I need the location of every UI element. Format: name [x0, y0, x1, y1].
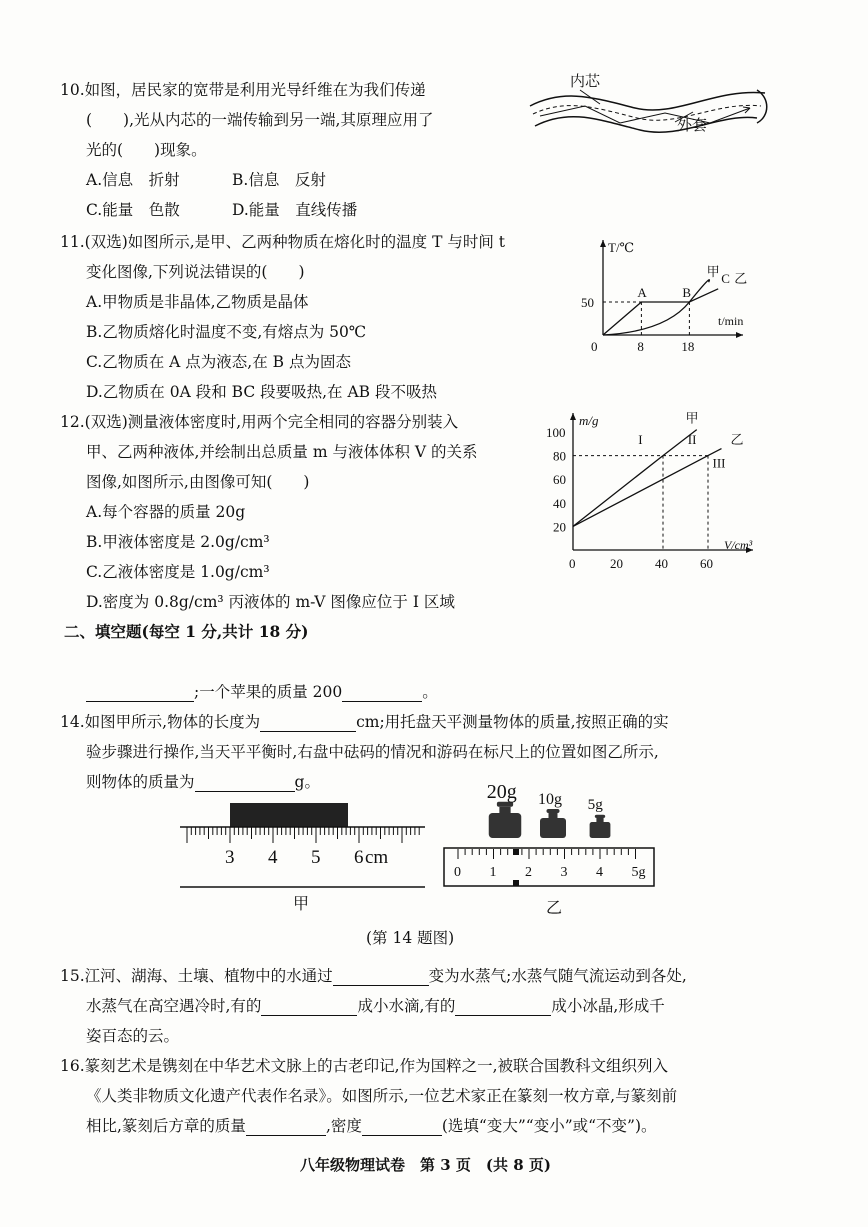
x-axis-label: t/min: [718, 314, 744, 328]
q15-line1-text-a: 15.江河、湖海、土壤、植物中的水通过: [60, 967, 333, 985]
scale-number: 2: [525, 865, 532, 880]
q10-line3: 光的( )现象。: [86, 141, 207, 159]
q10-line2: ( ),光从内芯的一端传输到另一端,其原理应用了: [86, 111, 434, 129]
measured-object: [230, 803, 348, 827]
y-tick-label: 20: [553, 519, 566, 535]
point-label: C: [721, 270, 730, 286]
x-tick-label: 40: [655, 556, 668, 571]
q12-line2: 甲、乙两种液体,并绘制出总质量 m 与液体体积 V 的关系: [86, 443, 478, 461]
mass-volume-chart: [538, 405, 768, 580]
y-axis-arrow: [600, 240, 606, 247]
figure-14-caption: (第 14 题图): [366, 929, 455, 947]
weight-label: 5g: [587, 796, 603, 813]
q11-option-a: A.甲物质是非晶体,乙物质是晶体: [86, 293, 309, 311]
fiber-core-label: 内芯: [570, 74, 601, 90]
q11-option-c: C.乙物质在 A 点为液态,在 B 点为固态: [86, 353, 351, 371]
q14-blank-mass[interactable]: [195, 775, 295, 792]
q16-line2: 《人类非物质文化遗产代表作名录》。如图所示,一位艺术家正在篆刻一枚方章,与篆刻前: [86, 1087, 678, 1105]
y-tick-label: 60: [553, 472, 566, 488]
ruler-number: 6: [354, 847, 364, 868]
scale-number: 3: [560, 865, 568, 880]
q16-line3-text-b: ,密度: [325, 1117, 362, 1135]
q14-line3-text-b: g。: [294, 773, 320, 791]
x-tick-label: 20: [610, 556, 623, 571]
series-label: 甲: [706, 264, 720, 280]
point-label: B: [682, 285, 692, 300]
y-tick-label: 40: [553, 495, 566, 511]
ruler-number: 4: [268, 847, 278, 868]
q15-line1: [60, 966, 687, 986]
q14-line1: [60, 712, 669, 732]
x-tick-label: 0: [591, 339, 598, 354]
series-line: [603, 289, 718, 335]
weight-neck: [549, 813, 558, 818]
q12-option-a: A.每个容器的质量 20g: [86, 503, 246, 521]
point-label: A: [637, 285, 647, 300]
ruler-figure: [175, 795, 430, 915]
q12-option-b: B.甲液体密度是 2.0g/cm³: [86, 533, 270, 551]
q15-blank-1[interactable]: [333, 969, 429, 986]
region-label: III: [712, 455, 726, 471]
q13-line2-text-b: 。: [422, 683, 438, 701]
q15-blank-3[interactable]: [455, 999, 551, 1016]
q15-line3: 姿百态的云。: [86, 1027, 180, 1045]
ruler-number: 5: [311, 847, 321, 868]
scale-number: 0: [454, 865, 461, 880]
q13-line2: [86, 682, 438, 702]
q14-line3-text-a: 则物体的质量为: [86, 773, 195, 791]
x-axis-label: V/cm³: [724, 538, 753, 552]
series-label: 乙: [730, 431, 744, 447]
q14-blank-length[interactable]: [260, 715, 356, 732]
q11-line2: 变化图像,下列说法错误的( ): [86, 263, 305, 281]
optical-fiber-figure: [525, 68, 775, 148]
q13-line2-text-a: ;一个苹果的质量 200: [194, 683, 343, 701]
scale-number: 5g: [631, 865, 646, 880]
q16-line3-text-a: 相比,篆刻后方章的质量: [86, 1117, 246, 1135]
q15-line2-text-a: 水蒸气在高空遇冷时,有的: [86, 997, 262, 1015]
x-tick-label: 0: [569, 556, 576, 571]
series-line: [573, 430, 697, 527]
q16-line1: 16.篆刻艺术是镌刻在中华艺术文脉上的古老印记,作为国粹之一,被联合国教科文组织列入: [60, 1057, 669, 1075]
ruler-number: 3: [225, 847, 235, 868]
balance-figure: [440, 775, 660, 920]
q10-option-c: C.能量 色散: [86, 201, 180, 219]
series-label: 乙: [734, 270, 748, 286]
x-axis-arrow: [736, 332, 743, 338]
q11-line1: 11.(双选)如图所示,是甲、乙两种物质在熔化时的温度 T 与时间 t: [60, 233, 506, 251]
q14-line3: [86, 772, 320, 792]
q10-option-b: B.信息 反射: [232, 171, 326, 189]
x-tick-label: 60: [700, 556, 713, 571]
weight-body: [590, 822, 611, 838]
series-label: 甲: [685, 410, 699, 426]
q13-blank-2[interactable]: [342, 685, 422, 702]
page-footer: 八年级物理试卷 第 3 页 (共 8 页): [300, 1156, 551, 1174]
q15-line1-text-b: 变为水蒸气;水蒸气随气流运动到各处,: [428, 967, 687, 985]
q16-line3-text-c: (选填“变大”“变小”或“不变”)。: [441, 1117, 657, 1135]
series-line: [603, 280, 709, 335]
figure-yi-label: 乙: [546, 900, 563, 917]
weight-knob: [595, 815, 605, 818]
y-axis-arrow: [570, 413, 576, 420]
q14-line1-text-b: cm;用托盘天平测量物体的质量,按照正确的实: [356, 713, 669, 731]
region-label: I: [638, 431, 643, 447]
y-axis-label: m/g: [579, 413, 599, 428]
q11-option-b: B.乙物质熔化时温度不变,有熔点为 50℃: [86, 323, 367, 341]
q12-option-d: D.密度为 0.8g/cm³ 丙液体的 m-V 图像应位于 I 区域: [86, 593, 455, 611]
x-tick-label: 8: [637, 339, 644, 354]
q14-line1-text-a: 14.如图甲所示,物体的长度为: [60, 713, 261, 731]
melting-temperature-chart: [578, 235, 758, 365]
rider-top: [513, 849, 519, 855]
q10-option-d: D.能量 直线传播: [232, 201, 358, 219]
q13-blank-1[interactable]: [86, 685, 194, 702]
q12-option-c: C.乙液体密度是 1.0g/cm³: [86, 563, 270, 581]
x-tick-label: 18: [681, 339, 695, 354]
q10-option-a: A.信息 折射: [86, 171, 180, 189]
y-tick-label: 100: [546, 425, 566, 440]
series-line: [573, 449, 722, 527]
weight-label: 20g: [486, 780, 517, 803]
fiber-jacket-label: 外套: [677, 118, 708, 134]
q15-line2-text-c: 成小冰晶,形成千: [551, 997, 665, 1015]
q16-line3: [86, 1116, 657, 1136]
scale-number: 4: [596, 865, 603, 880]
y-tick-label: 50: [581, 295, 594, 310]
weight-body: [540, 818, 566, 838]
q10-line1: 10.如图，居民家的宽带是利用光导纤维在为我们传递: [60, 81, 426, 99]
ruler-unit-label: cm: [365, 847, 389, 868]
q16-blank-density[interactable]: [362, 1119, 442, 1136]
q15-line2: [86, 996, 665, 1016]
weight-body: [489, 813, 522, 838]
weight-neck: [499, 807, 510, 813]
weight-label: 10g: [538, 791, 562, 808]
rider-bottom: [513, 880, 519, 886]
region-label: II: [687, 431, 697, 447]
scale-number: 1: [489, 865, 497, 880]
figure-jia-label: 甲: [293, 896, 310, 913]
weight-knob: [547, 809, 560, 813]
q12-line3: 图像,如图所示,由图像可知( ): [86, 473, 310, 491]
y-axis-label: T/℃: [608, 240, 635, 255]
q12-line1: 12.(双选)测量液体密度时,用两个完全相同的容器分别装入: [60, 413, 459, 431]
q14-line2: 验步骤进行操作,当天平平衡时,右盘中砝码的情况和游码在标尺上的位置如图乙所示,: [86, 743, 659, 761]
q16-blank-mass[interactable]: [246, 1119, 326, 1136]
scale-ruler: [444, 848, 654, 886]
q11-option-d: D.乙物质在 0A 段和 BC 段要吸热,在 AB 段不吸热: [86, 383, 437, 401]
weight-neck: [596, 818, 603, 822]
q15-blank-2[interactable]: [261, 999, 357, 1016]
y-tick-label: 80: [553, 448, 566, 464]
q15-line2-text-b: 成小水滴,有的: [357, 997, 456, 1015]
section-2-title: 二、填空题(每空 1 分,共计 18 分): [64, 622, 309, 641]
